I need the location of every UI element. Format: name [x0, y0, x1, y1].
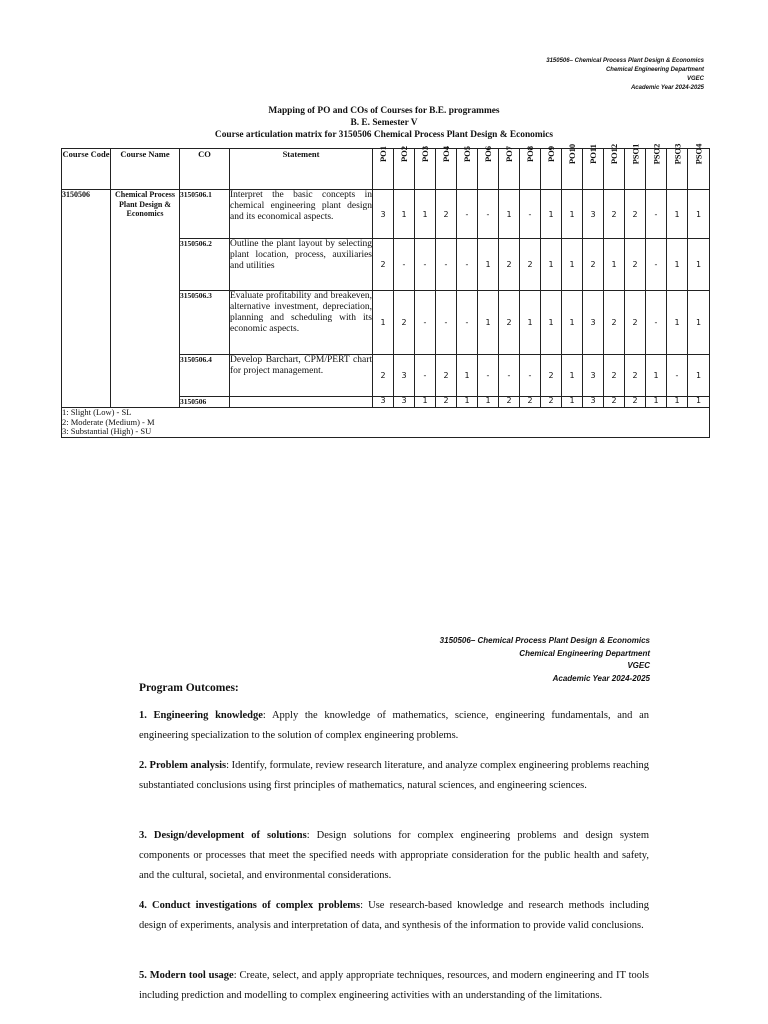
mapping-value-cell: 3	[583, 190, 604, 239]
mapping-value-cell: 2	[373, 239, 394, 291]
mapping-value-cell: -	[499, 355, 520, 397]
total-value-cell: 2	[604, 397, 625, 408]
outcome-4	[139, 896, 649, 936]
mapping-value-cell: 2	[541, 355, 562, 397]
page-program-outcomes	[0, 630, 768, 1024]
statement-cell: Evaluate profitability and breakeven, alternative investment, depreciation, planning and scheduling with its economic aspects.	[230, 291, 373, 355]
outcome-title: 5. Modern tool usage	[139, 970, 234, 981]
page-header	[546, 57, 704, 93]
co-cell: 3150506.3	[180, 291, 230, 355]
header-co: CO	[180, 149, 230, 190]
mapping-value-cell: -	[415, 291, 436, 355]
header-statement: Statement	[230, 149, 373, 190]
outcome-2	[139, 756, 649, 796]
legend-cell	[62, 408, 710, 438]
mapping-value-cell: -	[520, 190, 541, 239]
header-course-name: Course Name	[111, 149, 180, 190]
total-value-cell: 2	[499, 397, 520, 408]
mapping-value-cell: 2	[499, 239, 520, 291]
total-value-cell: 1	[688, 397, 710, 408]
mapping-value-cell: -	[478, 190, 499, 239]
header-institute: VGEC	[627, 661, 650, 670]
mapping-value-cell: -	[520, 355, 541, 397]
mapping-value-cell: 1	[499, 190, 520, 239]
mapping-value-cell: 2	[625, 190, 646, 239]
header-academic-year: Academic Year 2024-2025	[552, 673, 650, 683]
document-titles	[60, 105, 708, 141]
legend-item: 1: Slight (Low) - SL	[62, 407, 132, 417]
mapping-value-cell: 1	[604, 239, 625, 291]
mapping-value-cell: 1	[394, 190, 415, 239]
header-po6: PO6	[478, 149, 499, 190]
mapping-value-cell: 3	[373, 190, 394, 239]
header-course-code: Course Code	[62, 149, 111, 190]
mapping-value-cell: -	[478, 355, 499, 397]
mapping-value-cell: 1	[688, 190, 710, 239]
total-value-cell: 1	[562, 397, 583, 408]
mapping-value-cell: 3	[583, 355, 604, 397]
mapping-value-cell: 1	[562, 355, 583, 397]
mapping-value-cell: 1	[478, 239, 499, 291]
mapping-value-cell: 1	[562, 190, 583, 239]
mapping-value-cell: 3	[583, 291, 604, 355]
total-value-cell: 1	[646, 397, 667, 408]
header-pso1: PSO1	[625, 149, 646, 190]
program-outcomes-heading: Program Outcomes:	[139, 682, 239, 694]
total-value-cell: 2	[436, 397, 457, 408]
mapping-value-cell: 1	[646, 355, 667, 397]
table-row	[62, 190, 710, 239]
mapping-value-cell: 1	[541, 291, 562, 355]
total-value-cell: 3	[583, 397, 604, 408]
header-po12: PO12	[604, 149, 625, 190]
total-value-cell: 2	[520, 397, 541, 408]
header-po7: PO7	[499, 149, 520, 190]
mapping-value-cell: -	[667, 355, 688, 397]
header-academic-year: Academic Year 2024-2025	[630, 85, 704, 91]
legend-row	[62, 408, 710, 438]
header-po10: PO10	[562, 149, 583, 190]
header-course-line: 3150506– Chemical Process Plant Design & Economics	[439, 636, 650, 645]
mapping-value-cell: 2	[499, 291, 520, 355]
co-cell: 3150506.2	[180, 239, 230, 291]
page-header-2	[440, 635, 650, 685]
header-pso3: PSO3	[667, 149, 688, 190]
outcome-text: : Create, select, and apply appropriate techniques, resources, and modern engineering and IT tools including prediction and modelling to complex engineering activities with an understanding of the limitations.	[139, 970, 649, 1001]
title-semester: B. E. Semester V	[350, 118, 418, 128]
mapping-value-cell: 1	[667, 239, 688, 291]
mapping-value-cell: 2	[625, 291, 646, 355]
header-po2: PO2	[394, 149, 415, 190]
total-value-cell: 3	[373, 397, 394, 408]
mapping-value-cell: 1	[520, 291, 541, 355]
header-po5: PO5	[457, 149, 478, 190]
co-cell: 3150506	[180, 397, 230, 408]
total-value-cell: 1	[667, 397, 688, 408]
total-value-cell: 2	[541, 397, 562, 408]
mapping-value-cell: 3	[394, 355, 415, 397]
mapping-value-cell: 1	[688, 239, 710, 291]
statement-cell: Outline the plant layout by selecting plant location, process, auxiliaries and utilities	[230, 239, 373, 291]
statement-cell: Interpret the basic concepts in chemical engineering plant design and its economical aspects.	[230, 190, 373, 239]
mapping-value-cell: 2	[583, 239, 604, 291]
header-institute: VGEC	[686, 76, 704, 82]
outcome-1	[139, 706, 649, 746]
mapping-value-cell: -	[457, 190, 478, 239]
mapping-value-cell: 2	[520, 239, 541, 291]
course-code-cell: 3150506	[62, 190, 111, 408]
outcome-text: : Use research-based knowledge and research methods including design of experiments, analysis and interpretation of data, and synthesis of the information to provide valid conclusions.	[139, 900, 649, 931]
mapping-value-cell: 1	[562, 291, 583, 355]
header-po4: PO4	[436, 149, 457, 190]
statement-cell-empty	[230, 397, 373, 408]
outcome-text: : Design solutions for complex engineering problems and design system components or processes that meet the specified needs with appropriate consideration for the public health and safety, and the cultural, societal, and environmental considerations.	[139, 830, 650, 881]
mapping-value-cell: 1	[457, 355, 478, 397]
mapping-value-cell: -	[646, 239, 667, 291]
mapping-value-cell: 2	[373, 355, 394, 397]
mapping-value-cell: -	[646, 291, 667, 355]
articulation-matrix-table	[61, 143, 710, 438]
mapping-value-cell: 2	[604, 355, 625, 397]
mapping-value-cell: 2	[604, 291, 625, 355]
mapping-value-cell: 1	[688, 355, 710, 397]
outcome-text: : Identify, formulate, review research literature, and analyze complex engineering problems reaching substantiated conclusions using first principles of mathematics, natural sciences, and engineering sciences.	[139, 760, 649, 791]
mapping-value-cell: 1	[541, 190, 562, 239]
mapping-value-cell: 1	[478, 291, 499, 355]
header-po9: PO9	[541, 149, 562, 190]
total-value-cell: 3	[394, 397, 415, 408]
outcome-3	[139, 826, 649, 886]
statement-cell: Develop Barchart, CPM/PERT chart for project management.	[230, 355, 373, 397]
outcome-text: : Apply the knowledge of mathematics, science, engineering fundamentals, and an engineering specialization to the solution of complex engineering problems.	[139, 710, 649, 741]
mapping-value-cell: 2	[625, 355, 646, 397]
total-value-cell: 1	[457, 397, 478, 408]
mapping-value-cell: -	[457, 239, 478, 291]
mapping-value-cell: -	[646, 190, 667, 239]
mapping-value-cell: 2	[394, 291, 415, 355]
header-course-line: 3150506– Chemical Process Plant Design & Economics	[546, 58, 704, 64]
mapping-value-cell: -	[394, 239, 415, 291]
mapping-value-cell: -	[415, 239, 436, 291]
mapping-value-cell: -	[457, 291, 478, 355]
mapping-value-cell: 1	[562, 239, 583, 291]
outcome-title: 2. Problem analysis	[139, 760, 227, 771]
mapping-value-cell: 1	[373, 291, 394, 355]
mapping-value-cell: 2	[436, 190, 457, 239]
header-po11: PO11	[583, 149, 604, 190]
course-name-cell: Chemical Process Plant Design & Economics	[111, 190, 180, 408]
mapping-value-cell: 1	[541, 239, 562, 291]
header-department: Chemical Engineering Department	[605, 67, 704, 73]
total-value-cell: 1	[415, 397, 436, 408]
co-cell: 3150506.4	[180, 355, 230, 397]
mapping-value-cell: 2	[604, 190, 625, 239]
title-matrix: Course articulation matrix for 3150506 Chemical Process Plant Design & Economics	[214, 130, 554, 140]
outcome-title: 4. Conduct investigations of complex problems	[139, 900, 361, 911]
mapping-value-cell: -	[436, 239, 457, 291]
header-pso4: PSO4	[688, 149, 710, 190]
co-cell: 3150506.1	[180, 190, 230, 239]
outcome-5	[139, 966, 649, 1006]
mapping-value-cell: -	[415, 355, 436, 397]
mapping-value-cell: 2	[436, 355, 457, 397]
legend-item: 2: Moderate (Medium) - M	[62, 416, 155, 427]
mapping-value-cell: 1	[688, 291, 710, 355]
total-value-cell: 2	[625, 397, 646, 408]
header-po8: PO8	[520, 149, 541, 190]
total-value-cell: 1	[478, 397, 499, 408]
outcome-title: 3. Design/development of solutions	[139, 830, 307, 841]
mapping-value-cell: 1	[667, 291, 688, 355]
table-header-row	[62, 149, 710, 190]
outcome-title: 1. Engineering knowledge	[139, 710, 263, 721]
legend-item: 3: Substantial (High) - SU	[62, 426, 152, 436]
header-pso2: PSO2	[646, 149, 667, 190]
title-mapping: Mapping of PO and COs of Courses for B.E. programmes	[268, 106, 500, 116]
header-po3: PO3	[415, 149, 436, 190]
mapping-value-cell: 1	[667, 190, 688, 239]
mapping-value-cell: 1	[415, 190, 436, 239]
mapping-value-cell: 2	[625, 239, 646, 291]
mapping-value-cell: -	[436, 291, 457, 355]
header-department: Chemical Engineering Department	[519, 648, 650, 658]
header-po1: PO1	[373, 149, 394, 190]
